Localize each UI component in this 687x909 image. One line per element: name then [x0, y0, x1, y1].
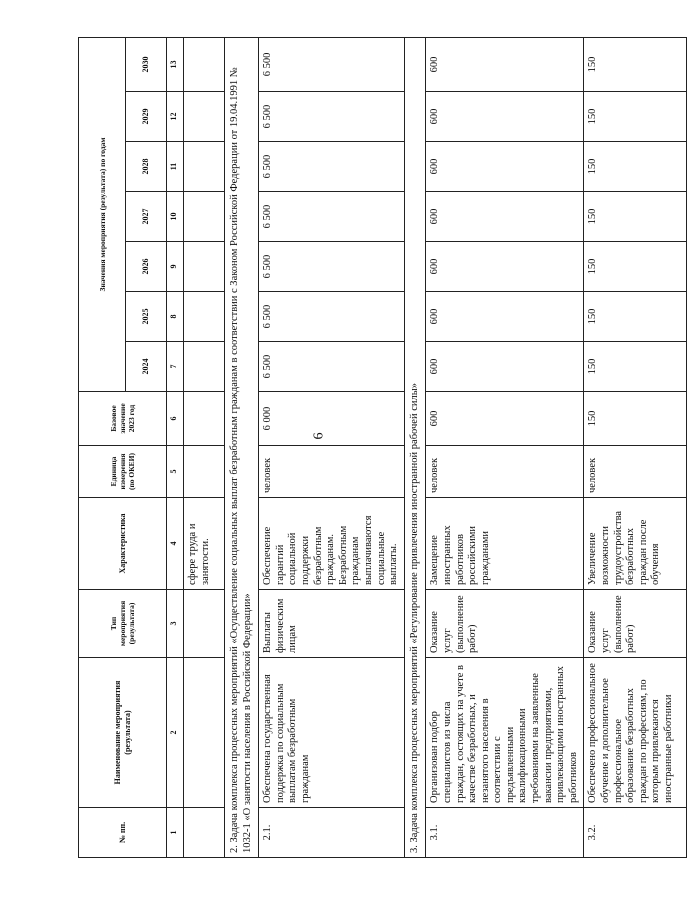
value-2024: 6 500	[259, 342, 405, 392]
value-2025: 6 500	[259, 292, 405, 342]
value-2030: 600	[426, 37, 584, 91]
measure-characteristic: Обеспечение гарантий социальной поддержки безработным гражданам. Безработным гражданам выплачиваются социальные выплаты.	[259, 498, 405, 590]
value-2030: 150	[584, 37, 687, 91]
measures-table	[78, 37, 687, 858]
col-number: 7	[167, 342, 184, 392]
task-row	[404, 37, 426, 857]
col-number: 12	[167, 92, 184, 142]
col-number: 2	[167, 658, 184, 808]
table-row	[584, 37, 687, 857]
value-2027: 6 500	[259, 192, 405, 242]
col-number: 3	[167, 590, 184, 658]
measure-unit: человек	[426, 446, 584, 498]
measure-characteristic: Замещение иностранных работников российскими гражданами	[426, 498, 584, 590]
header-year-2028: 2028	[126, 142, 167, 192]
value-2027: 150	[584, 192, 687, 242]
col-number: 11	[167, 142, 184, 192]
value-2029: 600	[426, 92, 584, 142]
value-2027: 600	[426, 192, 584, 242]
task-3-heading: 3. Задача комплекса процессных мероприятий «Регулирование привлечения иностранной рабочей силы»	[404, 37, 426, 857]
header-row	[79, 37, 126, 857]
header-year-2026: 2026	[126, 242, 167, 292]
measure-name: Обеспечена государственная поддержка по социальным выплатам безработным гражданам	[259, 658, 405, 808]
measure-name: Обеспечено профессиональное обучение и дополнительное профессиональное образование безработных граждан по профессиям, по которым привлекаются иностранные работники	[584, 658, 687, 808]
measure-type: Выплаты физическим лицам	[259, 590, 405, 658]
header-num: № пп.	[79, 808, 167, 858]
header-characteristic: Характеристика	[79, 498, 167, 590]
header-year-2027: 2027	[126, 192, 167, 242]
continuation-row	[184, 37, 225, 857]
row-num: 3.2.	[584, 808, 687, 858]
row-num: 3.1.	[426, 808, 584, 858]
base-value: 600	[426, 392, 584, 446]
value-2024: 150	[584, 342, 687, 392]
table-row	[259, 37, 405, 857]
value-2028: 6 500	[259, 142, 405, 192]
header-unit: Единица измерения (по ОКЕИ)	[79, 446, 167, 498]
value-2025: 150	[584, 292, 687, 342]
header-values-group: Значения мероприятия (результата) по годам	[79, 37, 126, 391]
value-2026: 600	[426, 242, 584, 292]
value-2026: 150	[584, 242, 687, 292]
continuation-characteristic: сфере труда и занятости.	[184, 498, 225, 590]
measure-unit: человек	[584, 446, 687, 498]
header-name: Наименование мероприятия (результата)	[79, 658, 167, 808]
measure-unit: человек	[259, 446, 405, 498]
value-2028: 600	[426, 142, 584, 192]
measure-characteristic: Увеличение возможности трудоустройства безработных граждан после обучения	[584, 498, 687, 590]
rotated-page-content	[78, 38, 674, 858]
value-2028: 150	[584, 142, 687, 192]
col-number: 4	[167, 498, 184, 590]
base-value: 150	[584, 392, 687, 446]
value-2029: 6 500	[259, 92, 405, 142]
value-2029: 150	[584, 92, 687, 142]
value-2026: 6 500	[259, 242, 405, 292]
page-number: 6	[311, 432, 327, 440]
col-number: 1	[167, 808, 184, 858]
task-row	[225, 37, 259, 857]
task-2-heading: 2. Задача комплекса процессных мероприятий «Осуществление социальных выплат безработным гражданам в соответствии с Законом Российской Федерации от 19.04.1991 № 1032-1 «О занятости населения в Российской Федерации»	[225, 37, 259, 857]
measure-type: Оказание услуг (выполнение работ)	[584, 590, 687, 658]
col-number: 5	[167, 446, 184, 498]
row-num: 2.1.	[259, 808, 405, 858]
col-number: 10	[167, 192, 184, 242]
value-2024: 600	[426, 342, 584, 392]
value-2030: 6 500	[259, 37, 405, 91]
header-year-2030: 2030	[126, 37, 167, 91]
value-2025: 600	[426, 292, 584, 342]
table-row	[426, 37, 584, 857]
header-year-2024: 2024	[126, 342, 167, 392]
col-number: 13	[167, 37, 184, 91]
base-value: 6 000	[259, 392, 405, 446]
col-number: 9	[167, 242, 184, 292]
header-year-2025: 2025	[126, 292, 167, 342]
measure-type: Оказание услуг (выполнение работ)	[426, 590, 584, 658]
header-year-2029: 2029	[126, 92, 167, 142]
measure-name: Организован подбор специалистов из числа граждан, состоящих на учете в качестве безработных, и незанятого населения в соответствии с предъявленными квалификационными требованиями на заявленные вакансии предприятиями, привлекающими иностранных работников	[426, 658, 584, 808]
col-number: 6	[167, 392, 184, 446]
col-number: 8	[167, 292, 184, 342]
column-number-row	[167, 37, 184, 857]
header-base: Базовое значение 2023 год	[79, 392, 167, 446]
header-type: Тип мероприятия (результата)	[79, 590, 167, 658]
